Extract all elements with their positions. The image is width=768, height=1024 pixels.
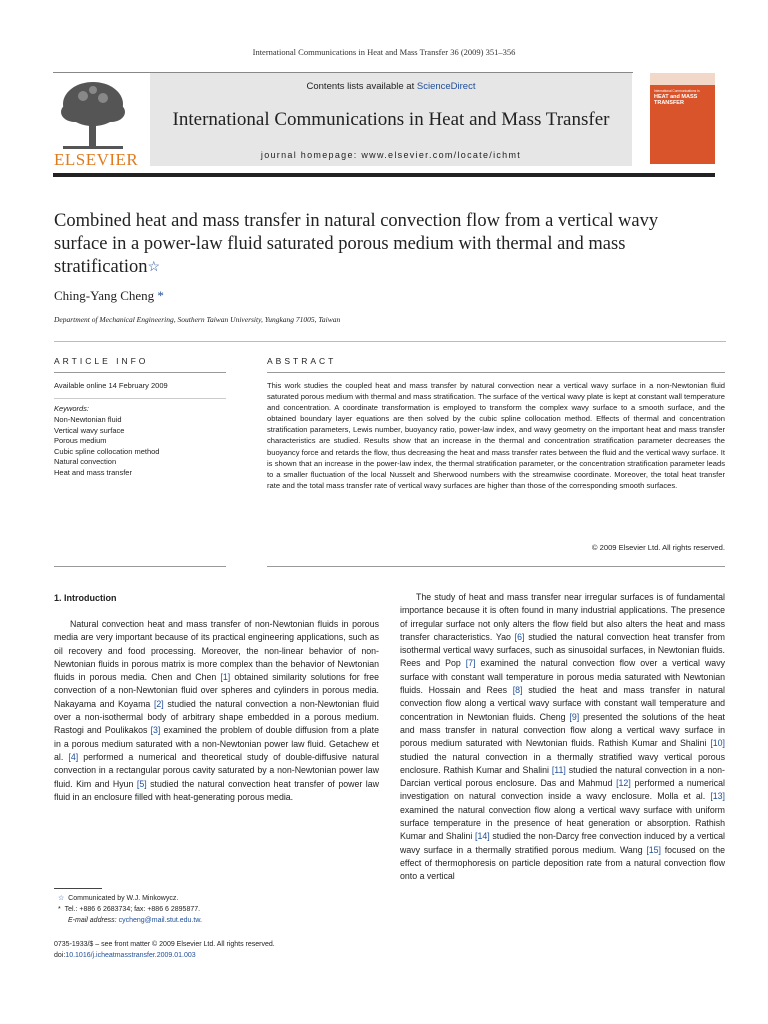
intro-left-text: performed a numerical and theoretical study of double-diffusive natural convection in a rectangular porous cavity saturated by a non-Newtonian power law fluid. Kim and Hyun [54,751,379,789]
cover-title: HEAT and MASS TRANSFER [654,94,698,106]
citation-link[interactable]: [7] [465,658,476,669]
author [54,288,164,304]
citation-link[interactable]: [9] [569,711,580,722]
article-info-bottom-rule [54,566,226,567]
citation-link[interactable]: [15] [646,844,661,855]
intro-right-text: focused on the effect of thermophoresis on particle deposition rate from a natural convection flow onto a vertical [400,844,725,882]
intro-left-text: obtained similarity solutions for free convection of a non-Newtonian fluid over spheres and cylinders in porous media. Nakayama and Koyama [54,672,379,709]
citation-link[interactable]: [2] [153,698,164,709]
article-info-divider [54,398,226,399]
keyword: Non-Newtonian fluid [54,415,122,424]
intro-right-text: The study of heat and mass transfer near irregular surfaces is of fundamental importance because it is often found in many industrial applications. The presence of irregular surface not only alters the flow field but also alters the heat and mass transfer characteristics. Yao [400,592,725,642]
doi-link[interactable]: 10.1016/j.icheatmasstransfer.2009.01.003 [65,952,196,959]
citation-link[interactable]: [8] [512,685,523,696]
footnote-star-icon: ☆ [58,895,65,902]
intro-right-text: performed a numerical investigation on natural convection inside a wavy enclosure. Molla et al. [400,778,725,802]
issn-line: 0735-1933/$ – see front matter © 2009 Elsevier Ltd. All rights reserved. [54,941,275,948]
citation-link[interactable]: [13] [710,791,725,802]
cover-small-text: International Communications in [654,89,700,93]
section-top-rule [54,341,726,342]
footnotes [58,893,202,926]
doi-line: doi:10.1016/j.icheatmasstransfer.2009.01.003 [54,952,196,959]
article-title-text: Combined heat and mass transfer in natural convection flow from a vertical wavy surface in a power-law fluid saturated porous medium with thermal and mass stratification [54,211,659,277]
contents-prefix: Contents lists available at [306,81,417,92]
intro-left-text: studied the natural convection a non-Newtonian fluid over a non-isothermal body of arbitrary shape embedded in a porous medium. Rastogi and Poulikakos [54,698,379,736]
keyword: Vertical wavy surface [54,425,125,435]
abstract-rule [267,372,725,373]
sciencedirect-link[interactable]: ScienceDirect [416,81,476,92]
citation-link[interactable]: [12] [616,778,631,789]
footnote-rule [54,888,102,889]
intro-left-text: studied the natural convection heat transfer of power law fluid in an enclosure filled with heat-generating porous media. [54,778,379,802]
article-info-heading: ARTICLE INFO [54,356,149,366]
journal-title: International Communications in Heat and Mass Transfer [172,109,610,130]
intro-right-text: presented the solutions of the heat and mass transfer in natural convection flow along a vertical wavy surface in porous medium saturated with Newtonian fluids. Rathish Kumar and Shalini [400,711,725,749]
intro-right-text: examined the natural convection flow along a vertical wavy surface with uniform surface temperature in the presence of heat generation or absorption. Rathish Kumar and Shalini [400,804,725,842]
header-thick-rule [53,173,715,177]
running-header: International Communications in Heat and Mass Transfer 36 (2009) 351–356 [252,47,516,57]
intro-right-text: studied the natural convection heat transfer from isothermal vertical wavy surfaces, such as sinusoidal surfaces, in Newtonian fluids. Rees and Pop [400,631,725,669]
keywords-label: Keywords: [54,404,90,413]
abstract-copyright: © 2009 Elsevier Ltd. All rights reserved. [591,543,725,552]
intro-left-text: Natural convection heat and mass transfer of non-Newtonian fluids in porous media are very important because of its practical engineering applications, such as oil recovery and food processing. Moreover, the non-linear behavior of non-Newtonian fluids in porous matrix is more complex than the behavior of Newtonian fluids in porous media. Chen and Chen [54,619,379,683]
intro-right-text: studied the natural convection in a thermally stratified wavy vertical porous enclosure. Rathish Kumar and Shalini [400,751,725,775]
article-info-rule [54,372,226,373]
abstract-heading: ABSTRACT [267,356,337,366]
title-footnote-star-icon[interactable]: ☆ [147,260,161,275]
keyword: Natural convection [54,457,117,467]
author-name: Ching-Yang Cheng [54,288,155,303]
keywords-list [54,415,159,479]
citation-link[interactable]: [1] [220,672,231,683]
intro-right-text: studied the natural convection in a non-Darcian vertical porous enclosure. Das and Mahmud [400,764,725,789]
journal-homepage[interactable]: journal homepage: www.elsevier.com/locate/ichmt [260,150,522,160]
cover-top-band [650,73,715,85]
citation-link[interactable]: [11] [551,764,566,775]
intro-right-text: examined the natural convection flow over a vertical wavy surface with constant wall temperature in porous media saturated with Newtonian fluids. Hossain and Rees [400,658,725,696]
citation-link[interactable]: [6] [514,631,525,642]
intro-left-column [54,618,379,804]
intro-right-text: studied the heat and mass transfer in natural convection flow along a vertical wavy surface with constant wall temperature and concentration in Newtonian fluids. Cheng [400,685,725,722]
introduction-heading: 1. Introduction [54,593,117,603]
citation-link[interactable]: [10] [710,738,725,749]
keyword: Cubic spline collocation method [54,446,160,456]
citation-link[interactable]: [3] [150,725,161,736]
citation-link[interactable]: [5] [136,778,147,789]
journal-cover-thumbnail [650,73,715,164]
intro-right-column [400,591,725,884]
available-online: Available online 14 February 2009 [54,381,168,390]
keyword: Porous medium [54,436,107,446]
intro-left-text: examined the problem of double diffusion from a plate in a porous medium saturated with a non-Newtonian power law fluid. Getachew et al. [54,725,379,762]
citation-link[interactable]: [14] [475,831,490,842]
citation-link[interactable]: [4] [68,751,79,762]
abstract-text: This work studies the coupled heat and mass transfer by natural convection near a vertical wavy surface in a non-Newtonian fluid saturated porous medium with thermal and mass stratification. The surface of the vertical wavy plate is kept at constant wall temperature and concentration. A coordinate transformation is employed to transform the complex wavy surface to a smooth surface, and the obtained boundary layer equations are then solved by the cubic spline collocation method. Effects of thermal and concentration stratification parameters, Lewis number, buoyancy ratio, power-law index, and wavy geometry on the important heat and mass transfer characteristics are studied. Results show that an increase in the thermal and concentration stratification parameter decreases the buoyancy force and retards the flow, thus decreasing the heat and mass transfer rates between the fluid and the vertical wavy surface. It is shown that an increase in the power-law index, the thermal stratification parameter, or the concentration stratification parameter leads to a smaller fluctuation of the local Nusselt and Sherwood numbers with the streamwise coordinate. Moreover, the total heat transfer rate and the total mass transfer rate of vertical wavy surfaces are higher than those of the corresponding smooth surfaces. [267,381,725,490]
keyword: Heat and mass transfer [54,467,132,477]
abstract-bottom-rule [267,566,725,567]
publisher-name: ELSEVIER [54,150,139,169]
contents-line [150,81,632,92]
footnote-email: E-mail address: cycheng@mail.stut.edu.tw. [68,917,202,924]
footnote-communicated: ☆ Communicated by W.J. Minkowycz. [58,895,179,902]
intro-right-text: studied the non-Darcy free convection induced by a vertical wavy surface in a thermally stratified porous medium. Wang [400,831,726,855]
author-email-link[interactable]: cycheng@mail.stut.edu.tw [118,917,201,924]
affiliation: Department of Mechanical Engineering, Southern Taiwan University, Yungkang 71005, Taiwan [54,315,341,324]
footnote-tel: * Tel.: +886 6 2683734; fax: +886 6 2895877. [58,906,201,913]
author-footnote-mark[interactable]: * [157,288,164,303]
article-title [54,210,694,279]
